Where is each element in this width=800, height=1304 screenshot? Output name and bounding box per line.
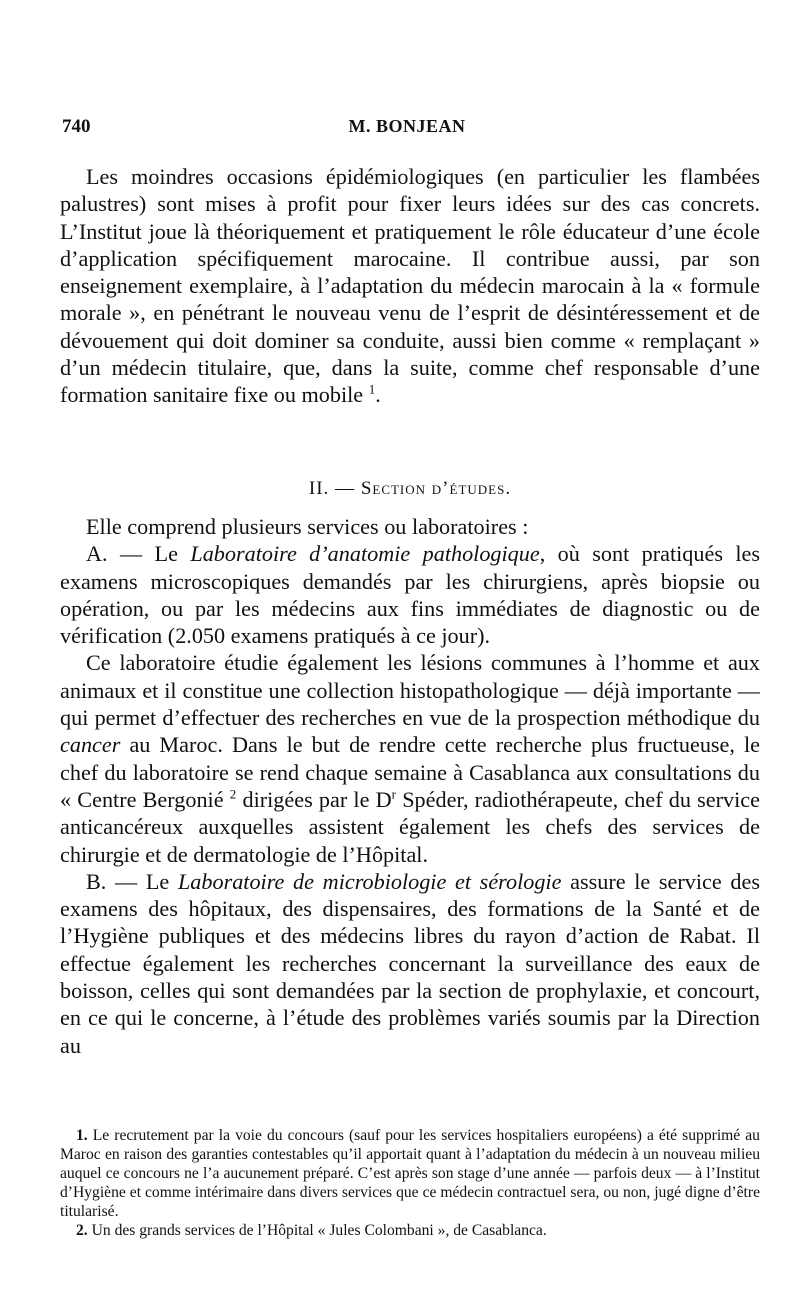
paragraph-1-body: Les moindres occasions épidémiologiques (en particulier les flambées palustres) sont mises à profit pour fixer leurs idées sur des cas concrets. L’Institut joue là théoriquement et pratiquement le rôle éducateur d’une école d’application spécifiquement marocaine. Il contribue aussi, par son enseignement exemplaire, à l’adaptation du médecin marocain à la « formule morale », en pénétrant le nouveau venu de l’esprit de désintéressement et de dévouement qui doit dominer sa conduite, aussi bien comme « remplaçant » d’un médecin titulaire, que, dans la suite, comme chef responsable d’une formation sanitaire fixe ou mobile: [60, 164, 760, 408]
footnote-1-mark: 1.: [76, 1127, 88, 1144]
footnote-2-text: Un des grands services de l’Hôpital « Jules Colombani », de Casablanca.: [91, 1222, 547, 1239]
footnote-ref-2[interactable]: 2: [229, 786, 237, 802]
item-a-label: A. — Le: [86, 541, 178, 567]
section-title: Section d’études.: [360, 478, 512, 499]
footnote-2-mark: 2.: [76, 1222, 88, 1239]
item-b-paragraph: [60, 868, 760, 1059]
footnote-2: [60, 1221, 760, 1240]
section-body: [60, 513, 760, 1059]
item-a-paragraph-2: [60, 649, 760, 867]
item-b-label: B. — Le: [86, 868, 170, 894]
item-a-title: Laboratoire d’anatomie pathologique: [190, 541, 540, 567]
item-b-text: assure le service des examens des hôpitaux, des dispensaires, des formations de la Santé et de l’Hygiène publiques et des médecins libres du rayon d’action de Rabat. Il effectue également les recherches concernant la surveillance des eaux de boisson, celles qui sont demandées par la section de prophylaxie, et concourt, en ce qui le concerne, à l’étude des problèmes variés soumis par la Direction au: [60, 868, 760, 1058]
section-heading: [60, 478, 760, 500]
paragraph-1-text: Les moindres occasions épidémiologiques (en particulier les flambées palustres) sont mises à profit pour fixer leurs idées sur des cas concrets. L’Institut joue là théoriquement et pratiquement le rôle éducateur d’une école d’application spécifiquement marocaine. Il contribue aussi, par son enseignement exemplaire, à l’adaptation du médecin marocain à la « formule morale », en pénétrant le nouveau venu de l’esprit de désintéressement et de dévouement qui doit dominer sa conduite, aussi bien comme « remplaçant » d’un médecin titulaire, que, dans la suite, comme chef responsable d’une formation sanitaire fixe ou mobile $^1$.: [60, 164, 760, 408]
section-intro: Elle comprend plusieurs services ou laboratoires :: [86, 514, 529, 539]
item-a-text-2b: au Maroc. Dans le but de rendre cette recherche plus fructueuse, le chef du laboratoire se rend chaque semaine à Casablanca aux consultations du « Centre Bergonié: [60, 732, 761, 812]
item-a-text-2c: dirigées par le D: [242, 786, 392, 812]
section-number: II. —: [308, 478, 356, 499]
footnote-1: [60, 1126, 760, 1221]
footnotes: [60, 1126, 760, 1240]
item-a-paragraph: [60, 540, 760, 649]
footnote-ref-1[interactable]: 1: [368, 381, 376, 397]
page-number: 740: [62, 116, 91, 137]
item-a-cancer: cancer: [60, 732, 121, 758]
item-a-text-1: , où sont pratiqués les examens microscopiques demandés par les chirurgiens, après biopsie ou opération, ou par les médecins aux fins immédiates de diagnostic ou de vérification (2.050 examens pratiqués à ce jour).: [60, 541, 761, 649]
item-b-title: Laboratoire de microbiologie et sérologie: [177, 868, 562, 894]
footnote-1-text: Le recrutement par la voie du concours (sauf pour les services hospitaliers européens) a été supprimé au Maroc en raison des garanties contestables qu’il apportait quant à l’adaptation du médecin à un nouveau milieu auquel ce concours ne l’a aucunement préparé. C’est après son stage d’une année — parfois deux — à l’Institut d’Hygiène et comme intérimaire dans divers services que ce médecin contractuel sera, ou non, jugé digne d’être titularisé.: [60, 1127, 760, 1220]
running-head: M. BONJEAN: [348, 116, 466, 136]
dr-superscript: r: [391, 786, 397, 802]
paragraph-1: [60, 163, 760, 409]
page-header: [62, 116, 752, 140]
item-a-text-2a: Ce laboratoire étudie également les lésions communes à l’homme et aux animaux et il constitue une collection histopathologique — déjà importante — qui permet d’effectuer des recherches en vue de la prospection méthodique du: [60, 650, 760, 731]
item-a-text-2d: Spéder, radiothérapeute, chef du service anticancéreux auxquelles assistent également les chefs des services de chirurgie et de dermatologie de l’Hôpital.: [60, 786, 760, 867]
